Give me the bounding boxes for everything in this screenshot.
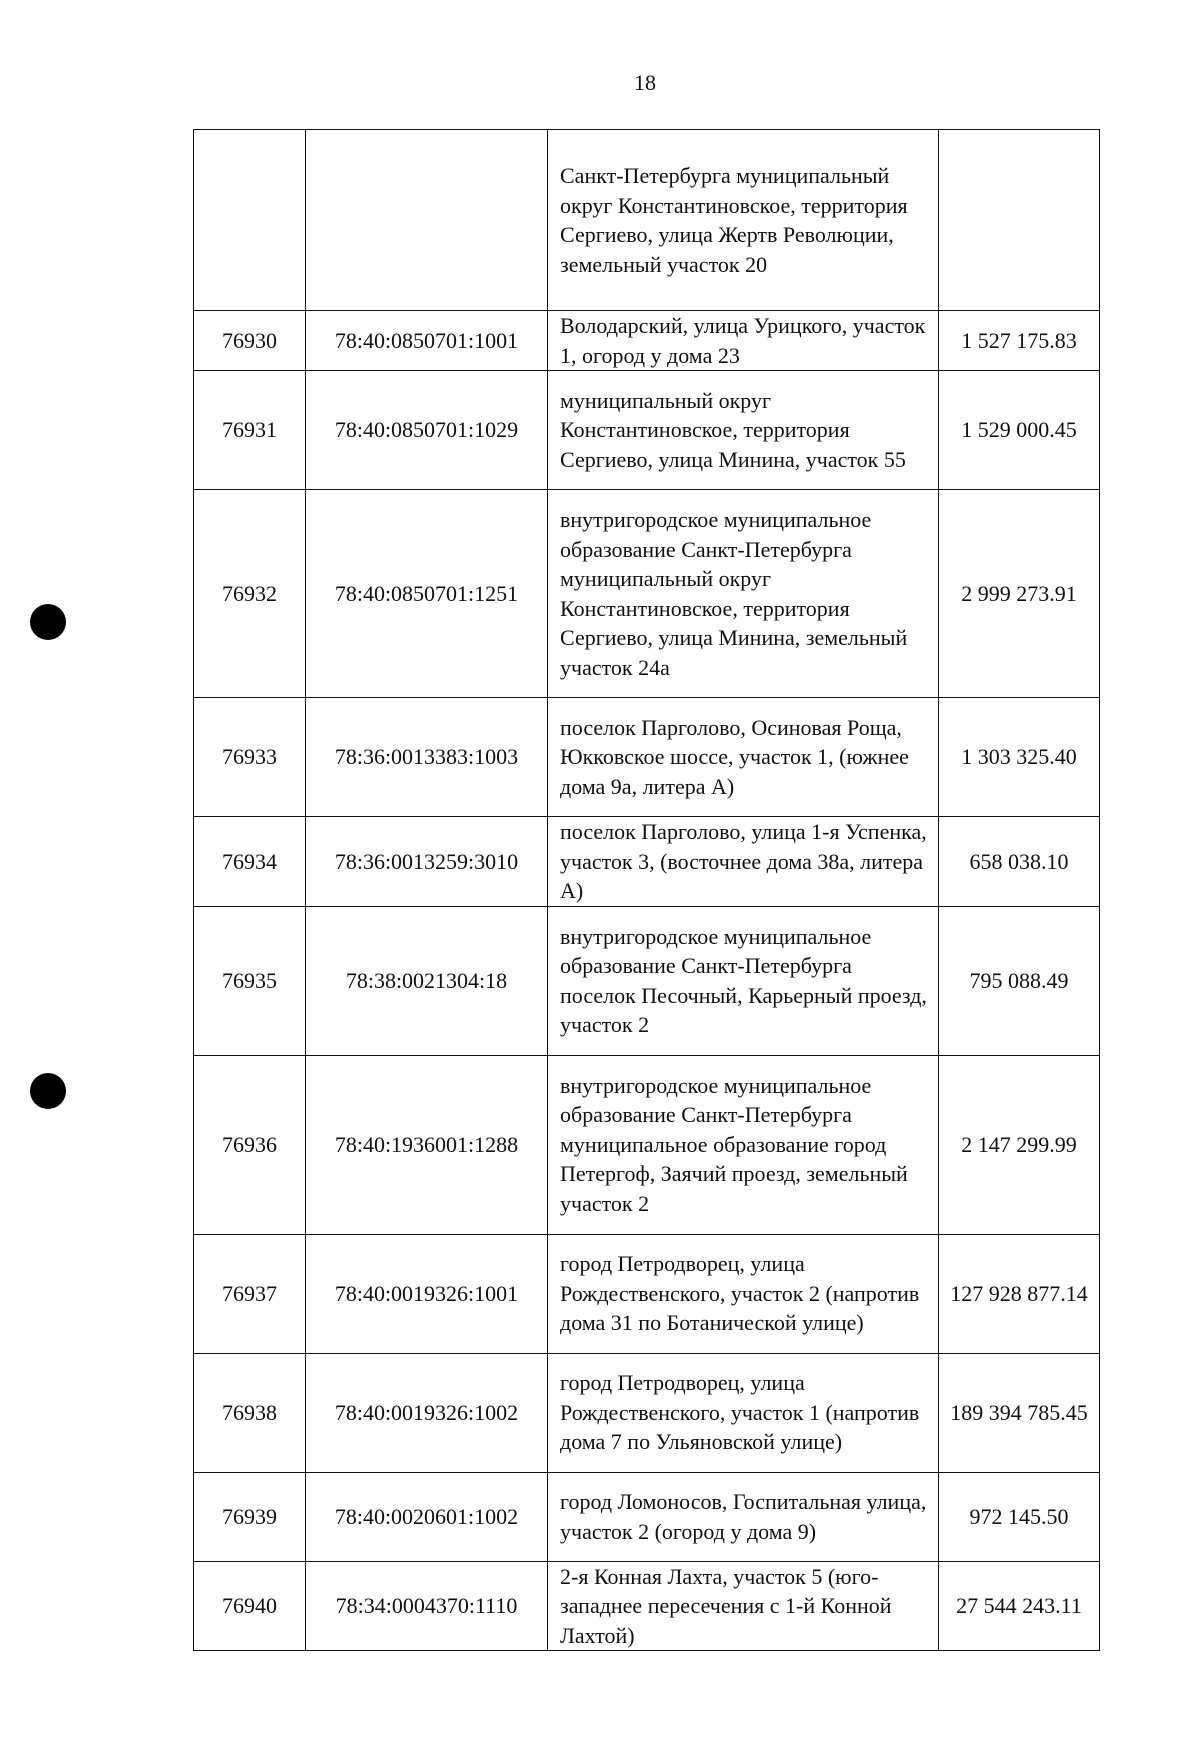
address: город Петродворец, улица Рождественского, участок 2 (напротив дома 31 по Ботанической улице) xyxy=(548,1234,939,1353)
cadastral-number: 78:40:0850701:1251 xyxy=(306,490,548,698)
cadastral-value: 27 544 243.11 xyxy=(939,1561,1100,1651)
table-row xyxy=(194,1055,1100,1234)
page-number: 18 xyxy=(634,70,656,95)
address: поселок Парголово, Осиновая Роща, Юкковское шоссе, участок 1, (южнее дома 9а, литера А) xyxy=(548,698,939,817)
row-number: 76931 xyxy=(194,371,306,490)
cadastral-number: 78:40:0019326:1001 xyxy=(306,1234,548,1353)
cadastral-value xyxy=(939,130,1100,311)
punch-hole-mark xyxy=(30,1073,66,1109)
address: внутригородское муниципальное образование Санкт-Петербурга муниципальное образование город Петергоф, Заячий проезд, земельный участок 2 xyxy=(548,1055,939,1234)
row-number: 76937 xyxy=(194,1234,306,1353)
address: город Петродворец, улица Рождественского, участок 1 (напротив дома 7 по Ульяновской улице) xyxy=(548,1353,939,1472)
table-row xyxy=(194,311,1100,371)
row-number: 76933 xyxy=(194,698,306,817)
row-number xyxy=(194,130,306,311)
cadastral-value: 2 147 299.99 xyxy=(939,1055,1100,1234)
cadastral-value: 795 088.49 xyxy=(939,906,1100,1055)
cadastral-value: 2 999 273.91 xyxy=(939,490,1100,698)
table-row xyxy=(194,490,1100,698)
cadastral-value-table xyxy=(193,129,1100,1651)
address: муниципальный округ Константиновское, территория Сергиево, улица Минина, участок 55 xyxy=(548,371,939,490)
cadastral-value: 1 529 000.45 xyxy=(939,371,1100,490)
table-row xyxy=(194,371,1100,490)
table-row xyxy=(194,817,1100,907)
table-row xyxy=(194,1561,1100,1651)
table-row xyxy=(194,906,1100,1055)
address: внутригородское муниципальное образование Санкт-Петербурга поселок Песочный, Карьерный проезд, участок 2 xyxy=(548,906,939,1055)
cadastral-value: 1 303 325.40 xyxy=(939,698,1100,817)
table-row xyxy=(194,1353,1100,1472)
address: внутригородское муниципальное образование Санкт-Петербурга муниципальный округ Константиновское, территория Сергиево, улица Минина, земельный участок 24а xyxy=(548,490,939,698)
row-number: 76940 xyxy=(194,1561,306,1651)
row-number: 76938 xyxy=(194,1353,306,1472)
cadastral-value: 1 527 175.83 xyxy=(939,311,1100,371)
cadastral-number: 78:38:0021304:18 xyxy=(306,906,548,1055)
row-number: 76939 xyxy=(194,1472,306,1561)
cadastral-number xyxy=(306,130,548,311)
row-number: 76934 xyxy=(194,817,306,907)
cadastral-value: 658 038.10 xyxy=(939,817,1100,907)
cadastral-number: 78:40:0850701:1029 xyxy=(306,371,548,490)
table-body xyxy=(194,130,1100,1651)
cadastral-value: 127 928 877.14 xyxy=(939,1234,1100,1353)
address: 2-я Конная Лахта, участок 5 (юго-западнее пересечения с 1-й Конной Лахтой) xyxy=(548,1561,939,1651)
cadastral-number: 78:34:0004370:1110 xyxy=(306,1561,548,1651)
table-row xyxy=(194,1234,1100,1353)
table-row xyxy=(194,698,1100,817)
cadastral-number: 78:36:0013383:1003 xyxy=(306,698,548,817)
cadastral-number: 78:40:0020601:1002 xyxy=(306,1472,548,1561)
address: поселок Парголово, улица 1-я Успенка, участок 3, (восточнее дома 38а, литера А) xyxy=(548,817,939,907)
address: Володарский, улица Урицкого, участок 1, огород у дома 23 xyxy=(548,311,939,371)
cadastral-number: 78:40:0850701:1001 xyxy=(306,311,548,371)
address: Санкт-Петербурга муниципальный округ Константиновское, территория Сергиево, улица Жертв Революции, земельный участок 20 xyxy=(548,130,939,311)
address: город Ломоносов, Госпитальная улица, участок 2 (огород у дома 9) xyxy=(548,1472,939,1561)
punch-hole-mark xyxy=(30,604,66,640)
cadastral-value: 972 145.50 xyxy=(939,1472,1100,1561)
cadastral-number: 78:40:0019326:1002 xyxy=(306,1353,548,1472)
row-number: 76935 xyxy=(194,906,306,1055)
cadastral-number: 78:40:1936001:1288 xyxy=(306,1055,548,1234)
table-row xyxy=(194,1472,1100,1561)
row-number: 76932 xyxy=(194,490,306,698)
row-number: 76936 xyxy=(194,1055,306,1234)
cadastral-number: 78:36:0013259:3010 xyxy=(306,817,548,907)
table-row xyxy=(194,130,1100,311)
cadastral-value: 189 394 785.45 xyxy=(939,1353,1100,1472)
row-number: 76930 xyxy=(194,311,306,371)
